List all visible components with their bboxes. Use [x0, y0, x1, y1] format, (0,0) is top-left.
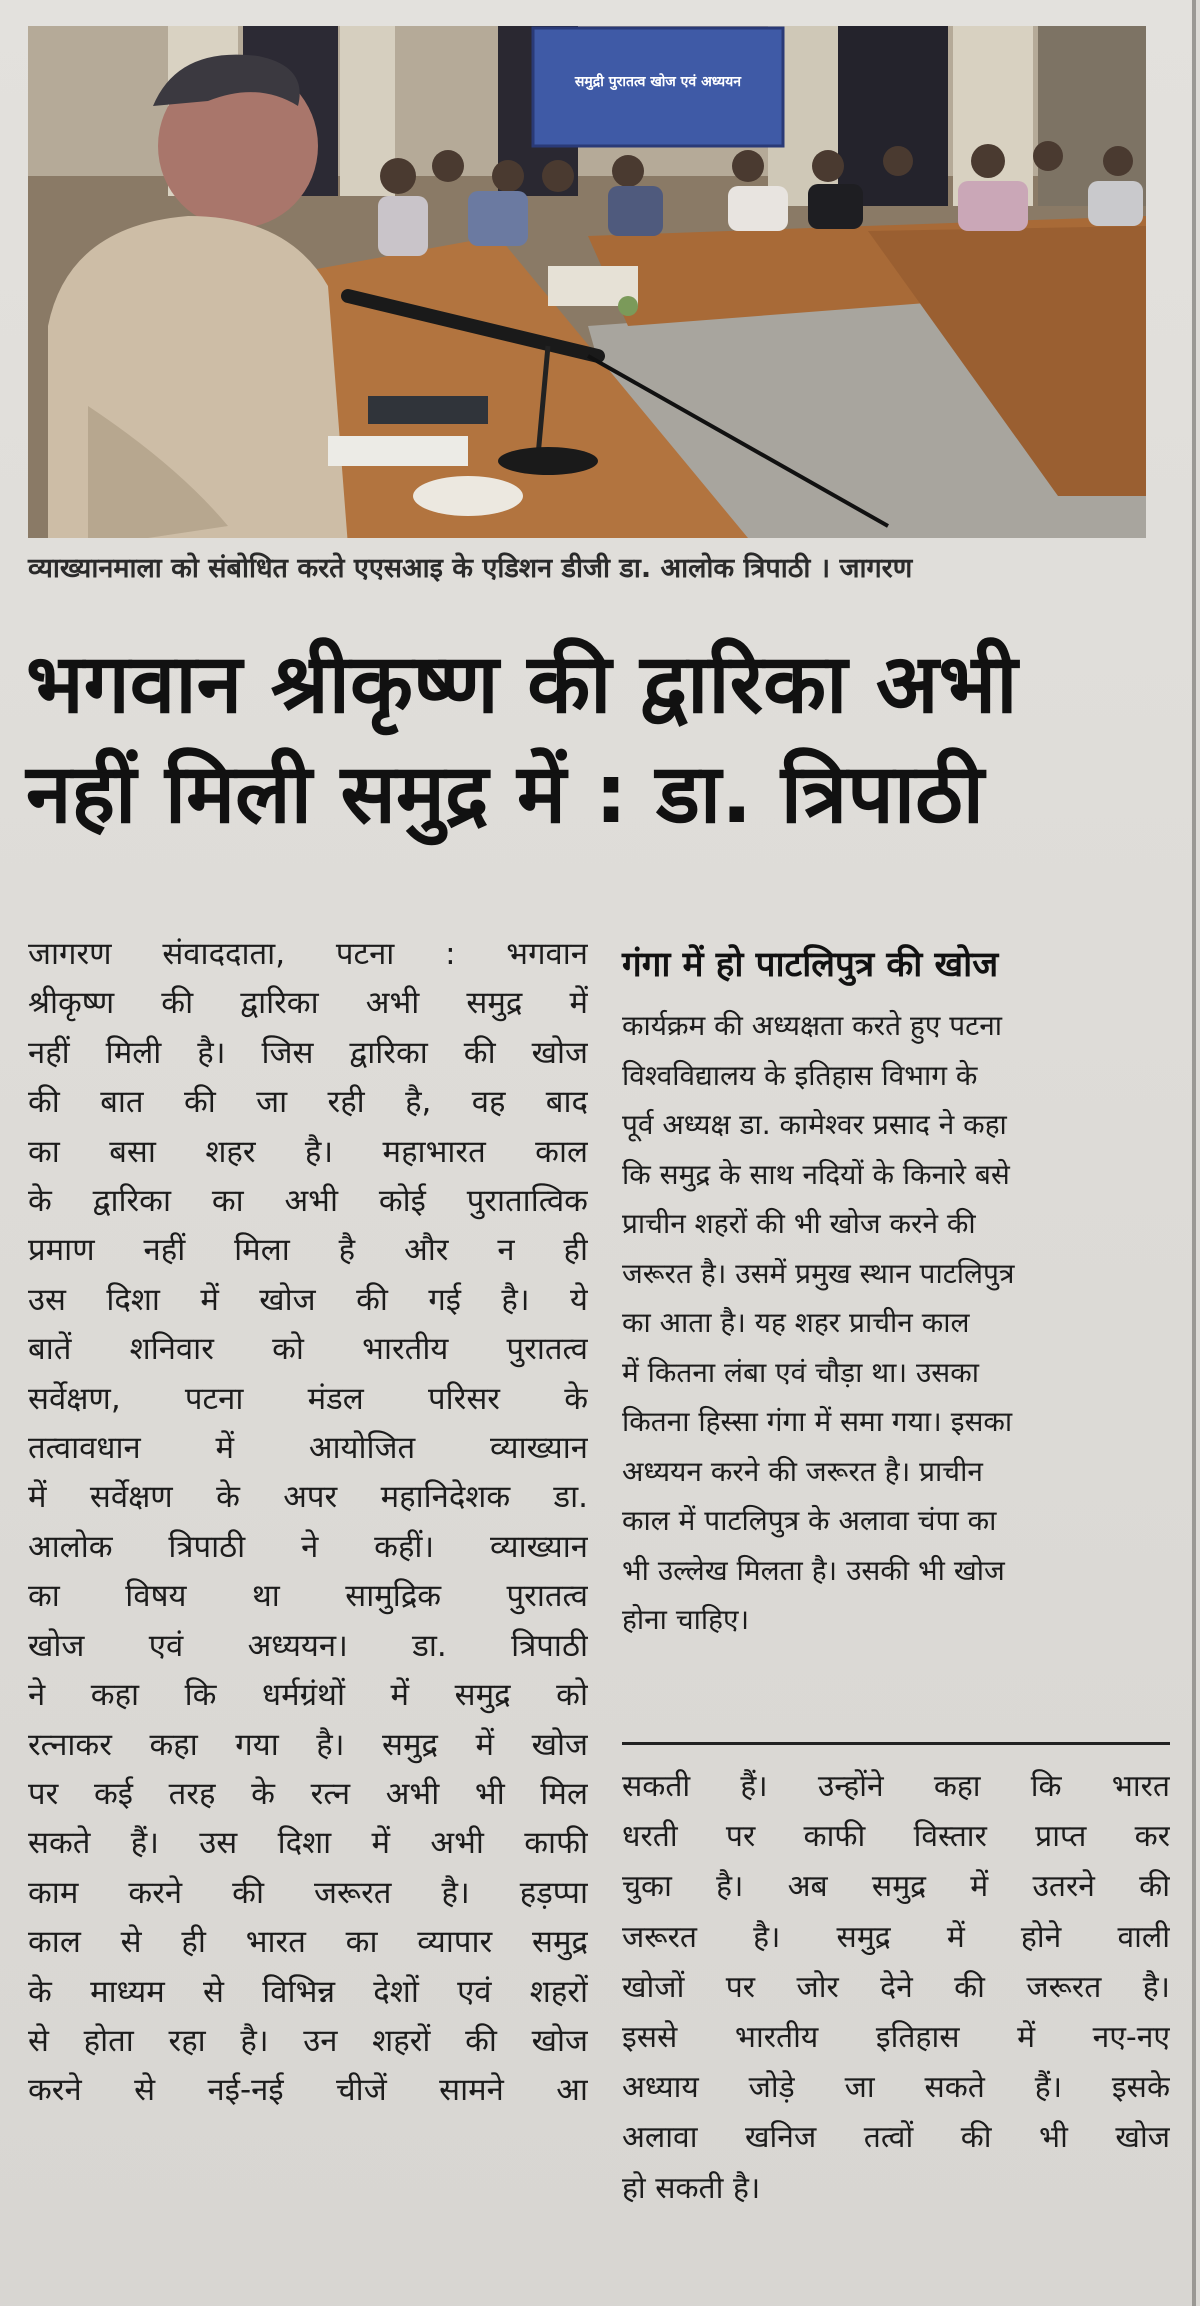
article-line: सर्वेक्षण, पटना मंडल परिसर के — [28, 1380, 588, 1417]
box-line: विश्वविद्यालय के इतिहास विभाग के — [622, 1058, 978, 1092]
photo-caption: व्याख्यानमाला को संबोधित करते एएसआइ के एडिशन डीजी डा. आलोक त्रिपाठी । जागरण — [28, 553, 913, 584]
box-line: कितना हिस्सा गंगा में समा गया। इसका — [622, 1405, 1013, 1438]
article-line: सकते हैं। उस दिशा में अभी काफी — [28, 1825, 588, 1862]
box-text — [622, 1001, 1170, 1645]
headline — [26, 630, 1166, 850]
box-line: पूर्व अध्यक्ष डा. कामेश्वर प्रसाद ने कहा — [622, 1108, 1007, 1141]
article-line: के द्वारिका का अभी कोई पुरातात्विक — [28, 1183, 588, 1220]
article-line: बातें शनिवार को भारतीय पुरातत्व — [28, 1331, 588, 1368]
article-line: धरती पर काफी विस्तार प्राप्त कर — [622, 1819, 1170, 1855]
sidebar-box — [622, 940, 1170, 1645]
box-line: जरूरत है। उसमें प्रमुख स्थान पाटलिपुत्र — [622, 1256, 1015, 1290]
box-title: गंगा में हो पाटलिपुत्र की खोज — [622, 945, 999, 985]
article-line: पर कई तरह के रत्न अभी भी मिल — [28, 1775, 588, 1812]
article-line: जागरण संवाददाता, पटना : भगवान — [28, 936, 588, 972]
headline-line-2: नहीं मिली समुद्र में : डा. त्रिपाठी — [26, 747, 984, 842]
article-line: उस दिशा में खोज की गई है। ये — [28, 1281, 588, 1318]
box-line: भी उल्लेख मिलता है। उसकी भी खोज — [622, 1553, 1005, 1587]
article-line: आलोक त्रिपाठी ने कहीं। व्याख्यान — [28, 1528, 588, 1565]
divider-rule — [622, 1742, 1170, 1745]
article-line: चुका है। अब समुद्र में उतरने की — [622, 1869, 1170, 1905]
article-line: अलावा खनिज तत्वों की भी खोज — [622, 2120, 1170, 2156]
article-line: खोज एवं अध्ययन। डा. त्रिपाठी — [28, 1627, 588, 1664]
article-line: प्रमाण नहीं मिला है और न ही — [28, 1232, 588, 1269]
article-line: के माध्यम से विभिन्न देशों एवं शहरों — [28, 1973, 588, 2010]
article-line: तत्वावधान में आयोजित व्याख्यान — [28, 1430, 588, 1467]
news-photo — [28, 26, 1146, 538]
article-right-continuation — [622, 1762, 1170, 2214]
article-line: काम करने की जरूरत है। हड़प्पा — [28, 1874, 588, 1911]
article-left-column — [28, 930, 588, 2116]
article-line: रत्नाकर कहा गया है। समुद्र में खोज — [28, 1726, 588, 1763]
article-line: अध्याय जोड़े जा सकते हैं। इसके — [622, 2070, 1170, 2106]
box-line: का आता है। यह शहर प्राचीन काल — [622, 1306, 970, 1339]
box-line: कि समुद्र के साथ नदियों के किनारे बसे — [622, 1157, 1010, 1191]
article-line: इससे भारतीय इतिहास में नए-नए — [622, 2020, 1170, 2056]
article-line: से होता रहा है। उन शहरों की खोज — [28, 2022, 588, 2059]
article-line: हो सकती है। — [622, 2170, 761, 2206]
conference-scene-illustration — [28, 26, 1146, 538]
article-line: की बात की जा रही है, वह बाद — [28, 1084, 588, 1121]
article-line: करने से नई-नई चीजें सामने आ — [28, 2072, 588, 2109]
box-line: काल में पाटलिपुत्र के अलावा चंपा का — [622, 1504, 997, 1537]
headline-line-1: भगवान श्रीकृष्ण की द्वारिका अभी — [26, 637, 1018, 732]
article-line: नहीं मिली है। जिस द्वारिका की खोज — [28, 1034, 588, 1071]
article-line: काल से ही भारत का व्यापार समुद्र — [28, 1924, 588, 1961]
box-line: प्राचीन शहरों की भी खोज करने की — [622, 1207, 976, 1240]
article-line: का विषय था सामुद्रिक पुरातत्व — [28, 1578, 588, 1615]
article-line: खोजों पर जोर देने की जरूरत है। — [622, 1969, 1170, 2005]
article-line: का बसा शहर है। महाभारत काल — [28, 1133, 588, 1170]
box-line: अध्ययन करने की जरूरत है। प्राचीन — [622, 1454, 983, 1488]
article-line: सकती हैं। उन्होंने कहा कि भारत — [622, 1769, 1170, 1804]
box-line: कार्यक्रम की अध्यक्षता करते हुए पटना — [622, 1009, 1003, 1042]
article-line: जरूरत है। समुद्र में होने वाली — [622, 1919, 1170, 1955]
article-line: श्रीकृष्ण की द्वारिका अभी समुद्र में — [28, 985, 588, 1022]
box-line: में कितना लंबा एवं चौड़ा था। उसका — [622, 1355, 979, 1389]
banner-text: समुद्री पुरातत्व खोज एवं अध्ययन — [574, 74, 742, 90]
article-line: ने कहा कि धर्मग्रंथों में समुद्र को — [28, 1677, 588, 1714]
article-line: में सर्वेक्षण के अपर महानिदेशक डा. — [28, 1479, 588, 1516]
box-line: होना चाहिए। — [622, 1603, 750, 1636]
